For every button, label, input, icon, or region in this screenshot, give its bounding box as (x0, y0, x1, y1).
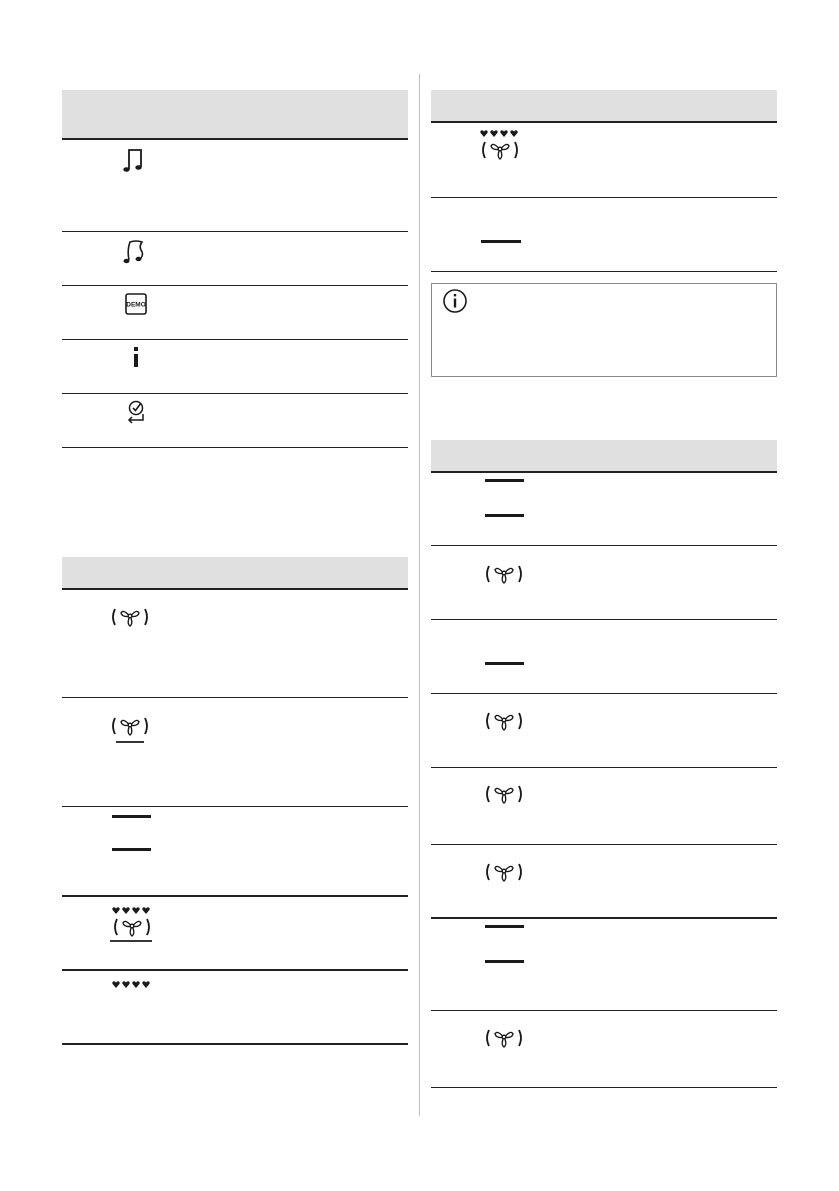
table-row (431, 919, 777, 1011)
table-header (62, 90, 408, 140)
dash-indicator-icon (485, 662, 524, 665)
spray-arm-icon (110, 606, 150, 628)
dash-indicator-icon (485, 960, 524, 963)
svg-text:DEMO: DEMO (126, 301, 146, 309)
table-row (62, 286, 408, 340)
spray-arm-icon (484, 1027, 524, 1049)
table-row (62, 232, 408, 286)
right-table-bottom (431, 440, 777, 1088)
table-header (62, 557, 408, 590)
dash-indicator-icon (112, 848, 151, 851)
melody-icon (122, 238, 148, 266)
dash-indicator-icon (485, 514, 524, 517)
table-row (431, 1011, 777, 1088)
table-row (62, 807, 408, 897)
spray-arm-icon (484, 783, 524, 805)
table-row (62, 698, 408, 807)
information-note-icon (442, 288, 468, 314)
table-row (431, 473, 777, 546)
dash-indicator-icon (112, 815, 151, 818)
table-row (431, 546, 777, 620)
info-icon (132, 347, 140, 367)
table-row (62, 897, 408, 971)
table-row (62, 140, 408, 232)
table-row (62, 590, 408, 698)
dash-indicator-icon (485, 925, 524, 928)
settings-table (62, 90, 408, 448)
water-drops-icon (477, 130, 523, 168)
water-drops-icon (110, 907, 154, 945)
spray-arm-icon (484, 563, 524, 585)
dash-indicator-icon (481, 240, 521, 243)
right-table-top (431, 90, 777, 272)
spray-arm-level-icon (110, 715, 150, 745)
water-drops-icon (110, 981, 154, 991)
table-row (431, 198, 777, 272)
table-header (431, 440, 777, 473)
table-row (431, 768, 777, 845)
table-row (431, 620, 777, 694)
spray-arm-icon (484, 861, 524, 883)
table-row (431, 694, 777, 768)
reset-icon (126, 400, 146, 424)
information-note (431, 283, 777, 377)
table-row (431, 845, 777, 919)
indicators-table (62, 557, 408, 1045)
table-row (62, 971, 408, 1045)
spray-arm-icon (484, 710, 524, 732)
demo-mode-icon (125, 293, 147, 315)
table-row (62, 394, 408, 448)
music-note-icon (122, 148, 146, 174)
table-header (431, 90, 777, 123)
table-row (431, 123, 777, 198)
column-divider (419, 74, 420, 1116)
table-row (62, 340, 408, 394)
dash-indicator-icon (485, 479, 524, 482)
